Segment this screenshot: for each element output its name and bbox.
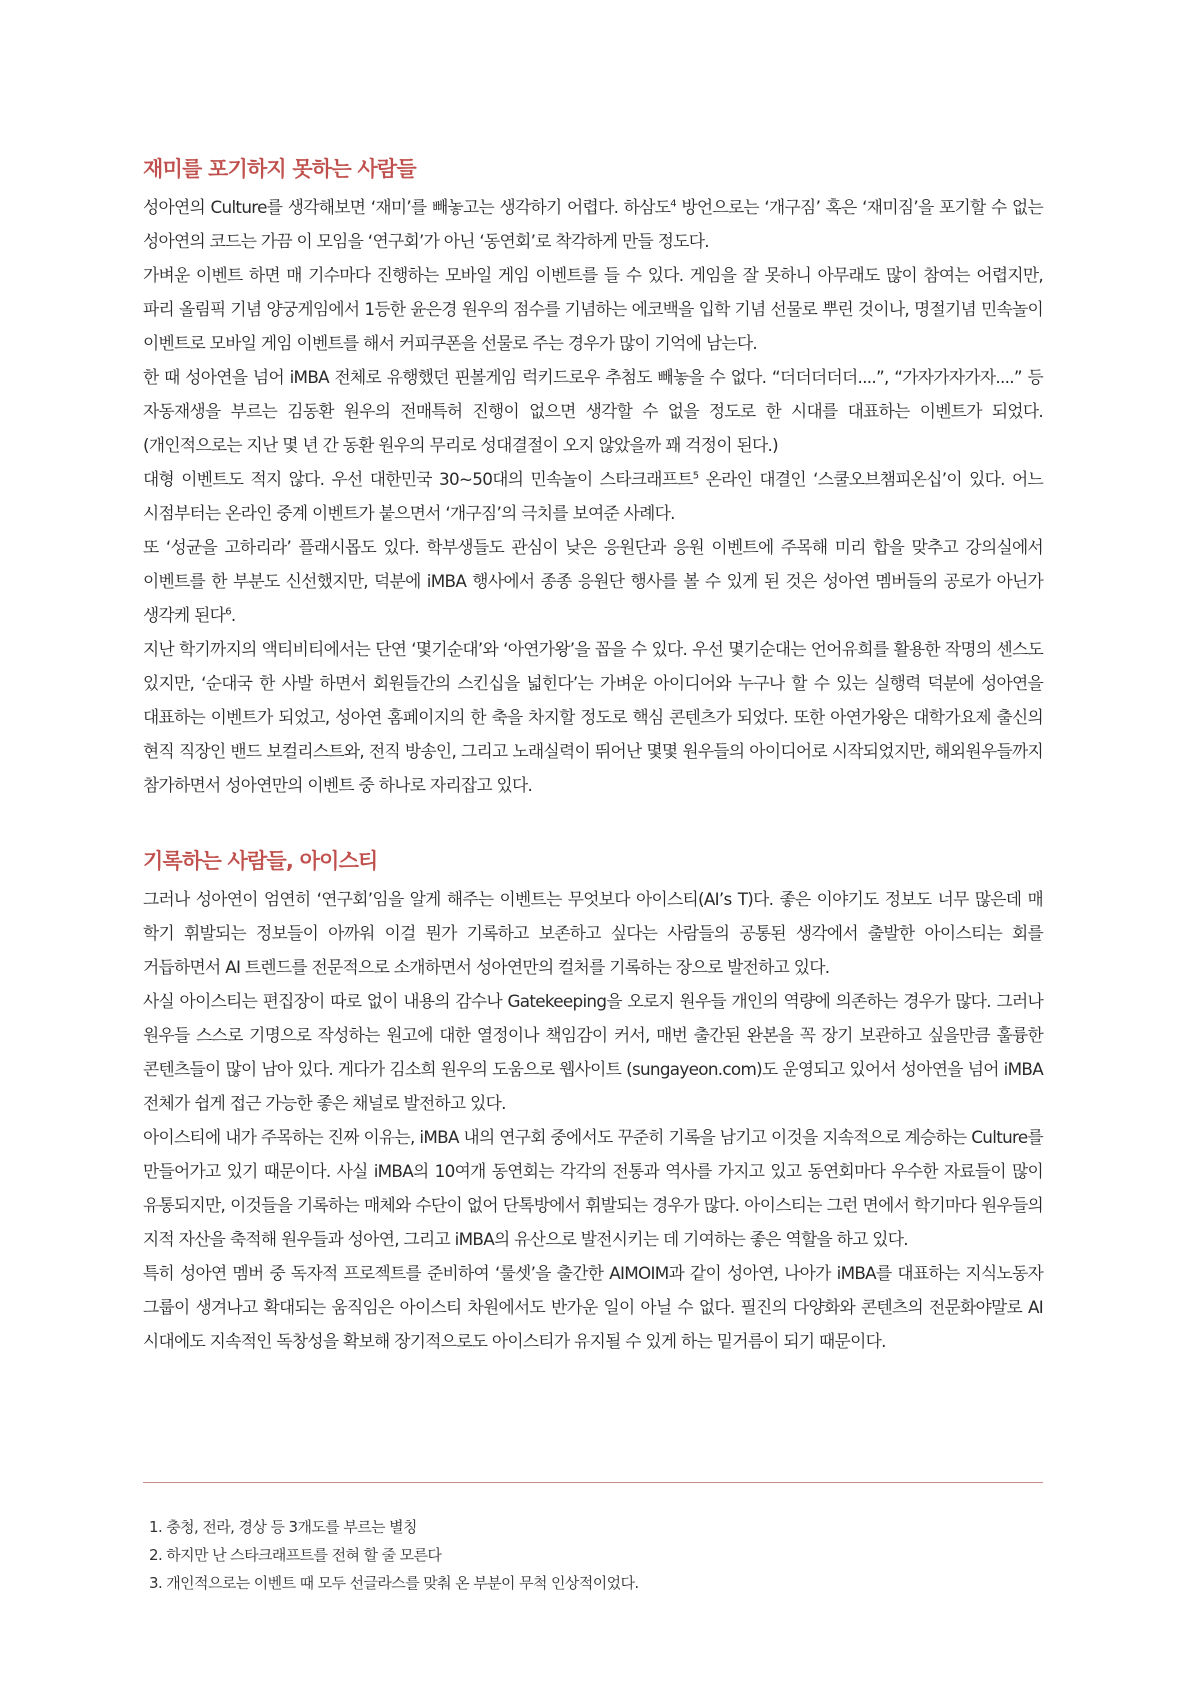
text-run: 성아연의 Culture를 생각해보면 ‘재미’를 빼놓고는 생각하기 어렵다. 하삼도 — [143, 197, 671, 217]
paragraph: 특히 성아연 멤버 중 독자적 프로젝트를 준비하여 ‘룰셋’을 출간한 AIMOIM과 같이 성아연, 나아가 iMBA를 대표하는 지식노동자 그룹이 생겨나고 확대되는 움직임은 아이스티 차원에서도 반가운 일이 아닐 수 없다. 필진의 다양화와 콘텐츠의 전문화야말로 AI 시대에도 지속적인 독창성을 확보해 장기적으로도 아이스티가 유지될 수 있게 하는 밑거름이 되기 때문이다. — [143, 1263, 1043, 1351]
paragraph: 그러나 성아연이 엄연히 ‘연구회’임을 알게 해주는 이벤트는 무엇보다 아이스티(AI’s T)다. 좋은 이야기도 정보도 너무 많은데 매 학기 휘발되는 정보들이 아까워 이걸 뭔가 기록하고 보존하고 싶다는 사람들의 공통된 생각에서 출발한 아이스티는 회를 거듭하면서 AI 트렌드를 전문적으로 소개하면서 성아연만의 컬처를 기록하는 장으로 발전하고 있다. — [143, 889, 1043, 977]
footnotes-list — [149, 1513, 1049, 1597]
text-run: 방언으로는 ‘개구짐’ 혹은 ‘재미짐’을 포기할 수 없는 성아연의 코드는 가끔 이 모임을 ‘연구회’가 아닌 ‘동연회’로 착각하게 만들 정도다. — [143, 197, 1043, 251]
text-run: 또 ‘성균을 고하리라’ 플래시몹도 있다. 학부생들도 관심이 낮은 응원단과 응원 이벤트에 주목해 미리 합을 맞추고 강의실에서 이벤트를 한 부분도 신선했지만, 덕분에 iMBA 행사에서 종종 응원단 행사를 볼 수 있게 된 것은 성아연 멤버들의 공로가 아닌가 생각케 된다 — [143, 537, 1043, 625]
section-title: 재미를 포기하지 못하는 사람들 — [143, 157, 416, 181]
footnote-ref: 4 — [670, 198, 676, 210]
paragraph: 가벼운 이벤트 하면 매 기수마다 진행하는 모바일 게임 이벤트를 들 수 있다. 게임을 잘 못하니 아무래도 많이 참여는 어렵지만, 파리 올림픽 기념 양궁게임에서 1등한 윤은경 원우의 점수를 기념하는 에코백을 입학 기념 선물로 뿌린 것이나, 명절기념 민속놀이 이벤트로 모바일 게임 이벤트를 해서 커피쿠폰을 선물로 주는 경우가 많이 기억에 남는다. — [143, 265, 1043, 353]
text-run: 온라인 대결인 ‘스쿨오브챔피온십’이 있다. 어느 시점부터는 온라인 중계 이벤트가 붙으면서 ‘개구짐’의 극치를 보여준 사례다. — [143, 469, 1043, 523]
text-run: . — [230, 605, 236, 625]
section-records — [143, 846, 1043, 1358]
section-fun — [143, 154, 1043, 802]
section-body — [143, 882, 1043, 1358]
text-run: 대형 이벤트도 적지 않다. 우선 대한민국 30~50대의 민속놀이 스타크래프트 — [143, 469, 693, 489]
paragraph — [143, 190, 1043, 258]
footnote-item: 3. 개인적으로는 이벤트 때 모두 선글라스를 맞춰 온 부분이 무척 인상적이었다. — [149, 1574, 639, 1592]
section-title: 기록하는 사람들, 아이스티 — [143, 849, 378, 873]
paragraph — [143, 530, 1043, 632]
section-body — [143, 190, 1043, 802]
footnote-ref: 5 — [692, 470, 699, 482]
footnote-ref: 6 — [225, 606, 231, 618]
paragraph: 지난 학기까지의 액티비티에서는 단연 ‘몇기순대’와 ‘아연가왕’을 꼽을 수 있다. 우선 몇기순대는 언어유희를 활용한 작명의 센스도 있지만, ‘순대국 한 사발 하면서 회원들간의 스킨십을 넓힌다’는 가벼운 아이디어와 누구나 할 수 있는 실행력 덕분에 성아연을 대표하는 이벤트가 되었고, 성아연 홈페이지의 한 축을 차지할 정도로 핵심 콘텐츠가 되었다. 또한 아연가왕은 대학가요제 출신의 현직 직장인 밴드 보컬리스트와, 전직 방송인, 그리고 노래실력이 뛰어난 몇몇 원우들의 아이디어로 시작되었지만, 해외원우들까지 참가하면서 성아연만의 이벤트 중 하나로 자리잡고 있다. — [143, 639, 1043, 795]
paragraph: 한 때 성아연을 넘어 iMBA 전체로 유행했던 핀볼게임 럭키드로우 추첨도 빼놓을 수 없다. “더더더더더....”, “가자가자가자....” 등 자동재생을 부르는 김동환 원우의 전매특허 진행이 없으면 생각할 수 없을 정도로 한 시대를 대표하는 이벤트가 되었다. (개인적으로는 지난 몇 년 간 동환 원우의 무리로 성대결절이 오지 않았을까 꽤 걱정이 된다.) — [143, 367, 1043, 455]
footnote-item: 2. 하지만 난 스타크래프트를 전혀 할 줄 모른다 — [149, 1546, 442, 1564]
paragraph: 아이스티에 내가 주목하는 진짜 이유는, iMBA 내의 연구회 중에서도 꾸준히 기록을 남기고 이것을 지속적으로 계승하는 Culture를 만들어가고 있기 때문이다. 사실 iMBA의 10여개 동연회는 각각의 전통과 역사를 가지고 있고 동연회마다 우수한 자료들이 많이 유통되지만, 이것들을 기록하는 매체와 수단이 없어 단톡방에서 휘발되는 경우가 많다. 아이스티는 그런 면에서 학기마다 원우들의 지적 자산을 축적해 원우들과 성아연, 그리고 iMBA의 유산으로 발전시키는 데 기여하는 좋은 역할을 하고 있다. — [143, 1127, 1043, 1249]
footnote-item: 1. 충청, 전라, 경상 등 3개도를 부르는 별칭 — [149, 1518, 417, 1536]
footnote-divider — [143, 1482, 1043, 1483]
paragraph — [143, 462, 1043, 530]
paragraph: 사실 아이스티는 편집장이 따로 없이 내용의 감수나 Gatekeeping을 오로지 원우들 개인의 역량에 의존하는 경우가 많다. 그러나 원우들 스스로 기명으로 작성하는 원고에 대한 열정이나 책임감이 커서, 매번 출간된 완본을 꼭 장기 보관하고 싶을만큼 훌륭한 콘텐츠들이 많이 남아 있다. 게다가 김소희 원우의 도움으로 웹사이트 (sungayeon.com)도 운영되고 있어서 성아연을 넘어 iMBA 전체가 쉽게 접근 가능한 좋은 채널로 발전하고 있다. — [143, 991, 1043, 1113]
